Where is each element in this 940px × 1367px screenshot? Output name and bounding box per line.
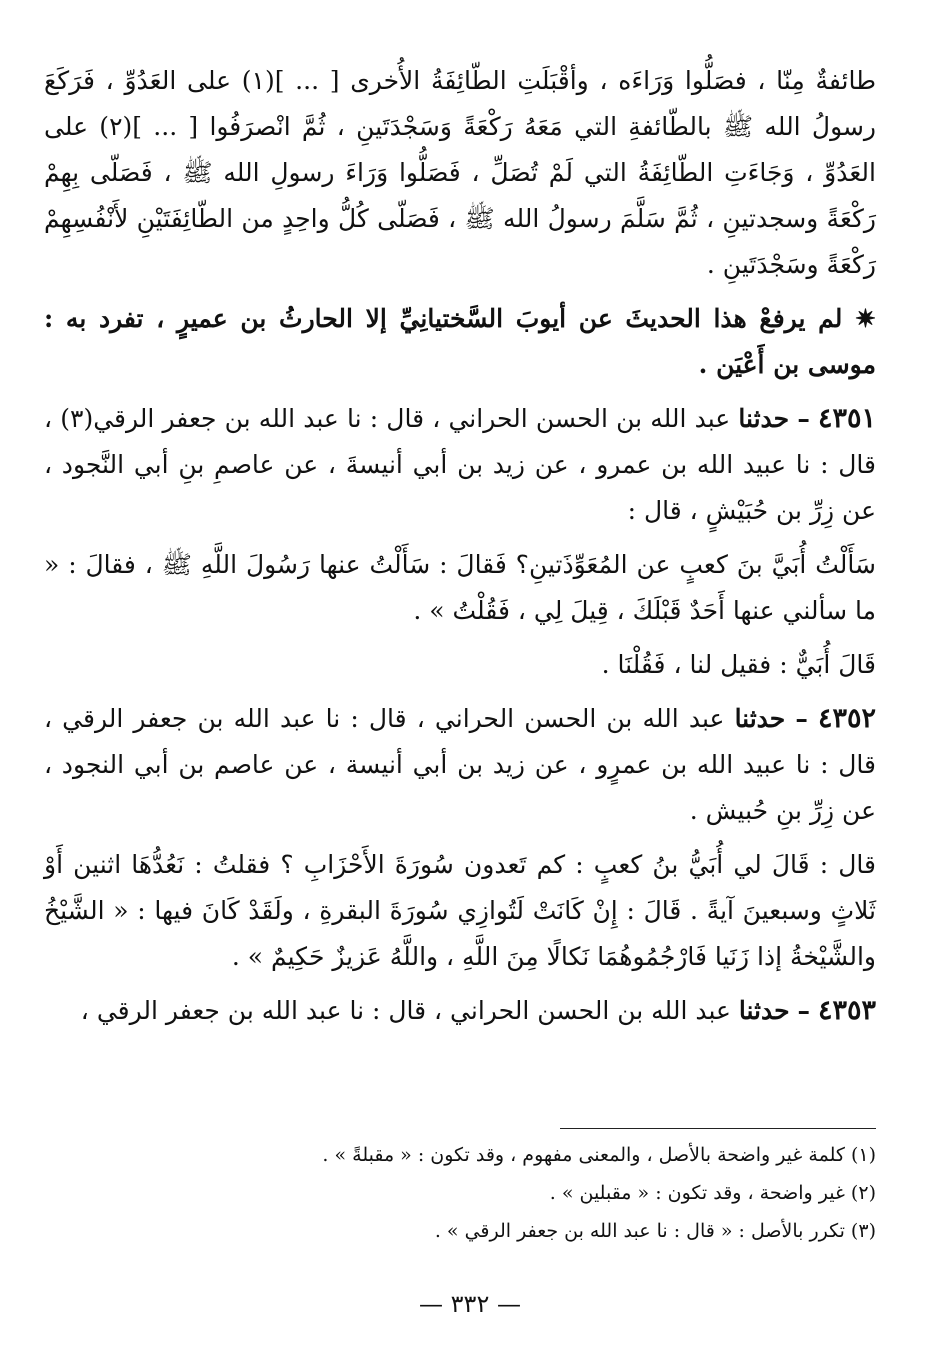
text-paragraph: سَأَلْتُ أُبَيَّ بنَ كعبٍ عن المُعَوِّذَتينِ؟ فَقالَ : سَأَلْتُ عنها رَسُولَ اللَّهِ ﷺ ، فقالَ : « ما سألني عنها أَحَدٌ قَبْلَكَ ، قِيلَ لِي ، فَقُلْتُ » . bbox=[44, 550, 876, 625]
hadith-number: ٤٣٥٢ bbox=[818, 703, 877, 734]
isnad-text: عبد الله بن الحسن الحراني ، قال : نا عبد الله بن جعفر الرقي(٣) ، قال : نا عبيد الله بن عمرو ، عن زيد بن أبي أنيسةَ ، عن عاصمِ بنِ أبي النَّجود ، عن زِرِّ بن حُبَيْشٍ ، قال : bbox=[44, 404, 876, 525]
page-number: — ٣٣٢ — bbox=[419, 1290, 521, 1318]
hadith-number: ٤٣٥١ bbox=[818, 403, 877, 434]
separator-dash: – bbox=[797, 404, 810, 433]
hadith-4352 bbox=[44, 696, 876, 834]
footnote-item: (٣) تكرر بالأصل : « قال : نا عبد الله بن جعفر الرقي » . bbox=[434, 1220, 876, 1242]
footnote-item: (١) كلمة غير واضحة بالأصل ، والمعنى مفهوم ، وقد تكون : « مقبلةً » . bbox=[322, 1144, 876, 1166]
narration-label: حدثنا bbox=[734, 704, 786, 733]
main-text bbox=[44, 58, 876, 1042]
isnad-text: عبد الله بن الحسن الحراني ، قال : نا عبد الله بن جعفر الرقي ، bbox=[80, 996, 731, 1025]
footnote-item: (٢) غير واضحة ، وقد تكون : « مقبلين » . bbox=[549, 1182, 876, 1204]
separator-dash: – bbox=[797, 996, 811, 1025]
text-paragraph: قَالَ أُبَيٌّ : فقيل لنا ، فَقُلْنَا . bbox=[601, 650, 876, 679]
narration-label: حدثنا bbox=[738, 996, 790, 1025]
footnotes bbox=[44, 1136, 876, 1250]
narration-label: حدثنا bbox=[738, 404, 790, 433]
text-paragraph: قال : قَالَ لي أُبَيُّ بنُ كعبٍ : كم تَعدون سُورَةَ الأَحْزَابِ ؟ فقلتُ : نَعُدُّهَا اثنين أَوْ ثَلاثٍ وسبعينَ آيةً . قَالَ : إِنْ كَانَتْ لَتُوازِي سُورَةَ البقرةِ ، ولَقَدْ كَانَ فيها : « الشَّيْخُ والشَّيْخةُ إذا زَنَيا فَارْجُمُوهُمَا نَكالًا مِنَ اللَّهِ ، واللَّهُ عَزيزٌ حَكِيمٌ » . bbox=[44, 850, 876, 971]
hadith-number: ٤٣٥٣ bbox=[817, 995, 876, 1026]
hadith-4351 bbox=[44, 396, 876, 534]
separator-dash: – bbox=[795, 704, 808, 733]
isnad-text: عبد الله بن الحسن الحراني ، قال : نا عبد الله بن جعفر الرقي ، قال : نا عبيد الله بن عمرٍو ، عن زيد بن أبي أنيسة ، عن عاصم بن أبي النجود ، عن زِرِّ بنِ حُبيش . bbox=[44, 704, 876, 825]
footnote-divider bbox=[560, 1128, 876, 1129]
hadith-4353 bbox=[44, 988, 876, 1034]
commentary-paragraph: ✷ لم يرفعْ هذا الحديثَ عن أيوبَ السَّختيانِيِّ إلا الحارثُ بن عميرٍ ، تفرد به : موسى بن أَعْيَن . bbox=[44, 304, 876, 379]
text-paragraph: طائفةٌ مِنّا ، فصَلُّوا وَرَاءَه ، وأقْبَلَتِ الطّائِفَةُ الأُخرى [ ... ](١) على العَدُوِّ ، فَرَكَعَ رسولُ الله ﷺ بالطّائفةِ التي مَعَهُ رَكْعَةً وَسَجْدَتَينِ ، ثُمَّ انْصرَفُوا [ ... ](٢) على العَدُوِّ ، وَجَاءَتِ الطّائِفَةُ التي لَمْ تُصَلِّ ، فَصَلُّوا وَرَاءَ رسولِ الله ﷺ ، فَصَلّى بِهِمْ رَكْعَةً وسجدتينِ ، ثُمَّ سَلَّمَ رسولُ الله ﷺ ، فَصَلّى كُلُّ واحِدٍ من الطّائِفَتَيْنِ لأَنْفُسِهِمْ رَكْعَةً وسَجْدَتَينِ . bbox=[44, 66, 877, 279]
